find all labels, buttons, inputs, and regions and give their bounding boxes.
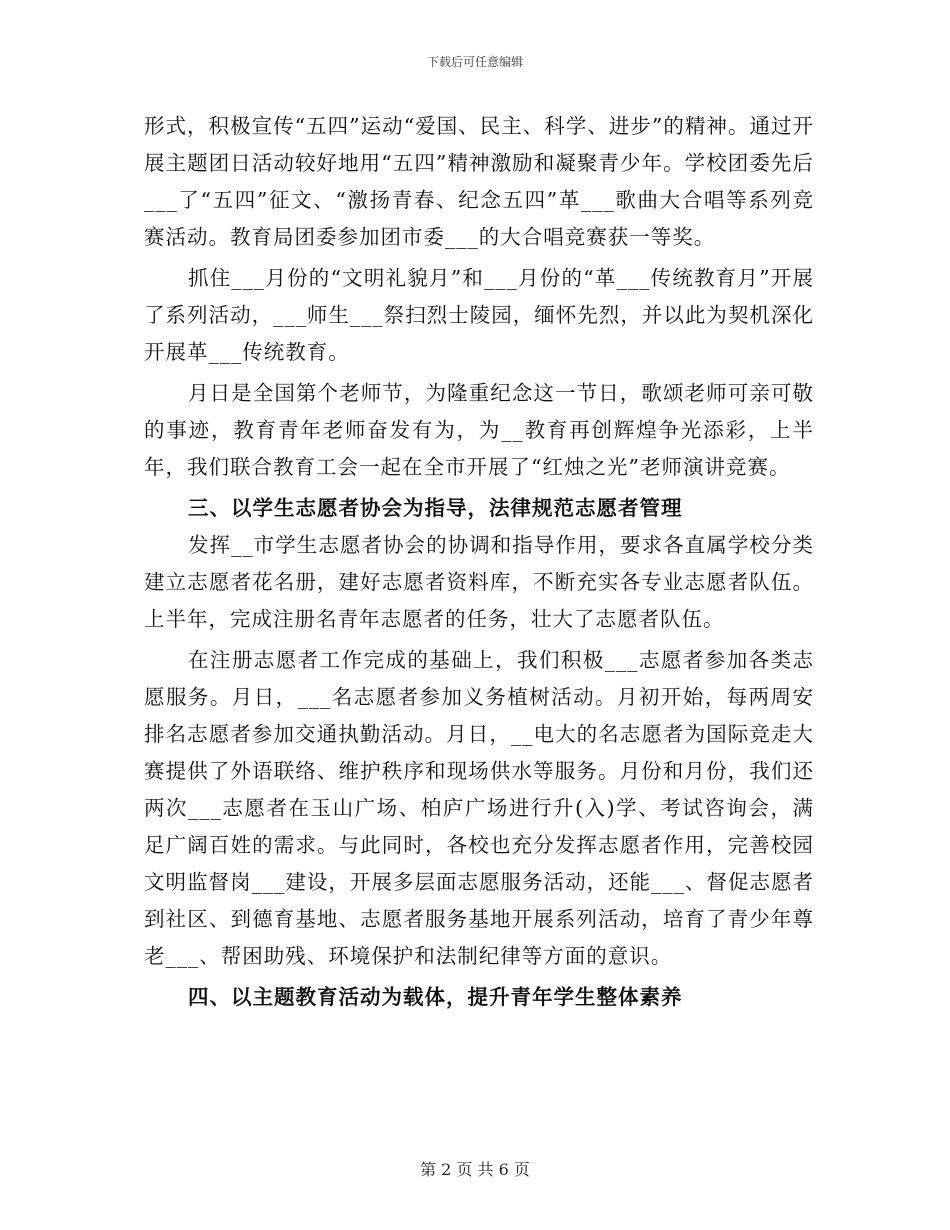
paragraph-wusi-activities: 形式，积极宣传“五四”运动“爱国、民主、科学、进步”的精神。通过开展主题团日活动较好地用“五四”精神激励和凝聚青少年。学校团委先后___了“五四”征文、“激扬青春、纪念五四”革___歌曲大合唱等系列竞赛活动。教育局团委参加团市委___的大合唱竞赛获一等奖。 bbox=[144, 114, 814, 249]
paragraph-volunteer-association: 发挥__市学生志愿者协会的协调和指导作用，要求各直属学校分类建立志愿者花名册，建好志愿者资料库，不断充实各专业志愿者队伍。上半年，完成注册名青年志愿者的任务，壮大了志愿者队伍。 bbox=[144, 533, 814, 631]
page-header: 下载后可任意编辑 bbox=[426, 55, 523, 69]
page-number-footer: 第 2 页 共 6 页 bbox=[420, 1160, 530, 1179]
document-body bbox=[144, 108, 814, 1016]
paragraph-volunteer-services: 在注册志愿者工作完成的基础上，我们积极___志愿者参加各类志愿服务。月日，___名志愿者参加义务植树活动。月初开始，每两周安排名志愿者参加交通执勤活动。月日，__电大的名志愿者为国际竞走大赛提供了外语联络、维护秩序和现场供水等服务。月份和月份，我们还两次___志愿者在玉山广场、柏庐广场进行升(入)学、考试咨询会，满足广阔百姓的需求。与此同时，各校也充分发挥志愿者作用，完善校园文明监督岗___建设，开展多层面志愿服务活动，还能___、督促志愿者到社区、到德育基地、志愿者服务基地开展系列活动，培育了青少年尊老___、帮困助残、环境保护和法制纪律等方面的意识。 bbox=[144, 648, 814, 968]
section-heading-volunteers: 三、以学生志愿者协会为指导，法律规范志愿者管理 bbox=[188, 496, 683, 520]
paragraph-teachers-day: 月日是全国第个老师节，为隆重纪念这一节日，歌颂老师可亲可敬的事迹，教育青年老师奋发有为，为__教育再创辉煌争光添彩，上半年，我们联合教育工会一起在全市开展了“红烛之光”老师演讲竞赛。 bbox=[144, 381, 814, 479]
section-heading-themed-education: 四、以主题教育活动为载体，提升青年学生整体素养 bbox=[188, 985, 683, 1009]
paragraph-civility-month: 抓住___月份的“文明礼貌月”和___月份的“革___传统教育月”开展了系列活动，___师生___祭扫烈士陵园，缅怀先烈，并以此为契机深化开展革___传统教育。 bbox=[144, 266, 814, 364]
